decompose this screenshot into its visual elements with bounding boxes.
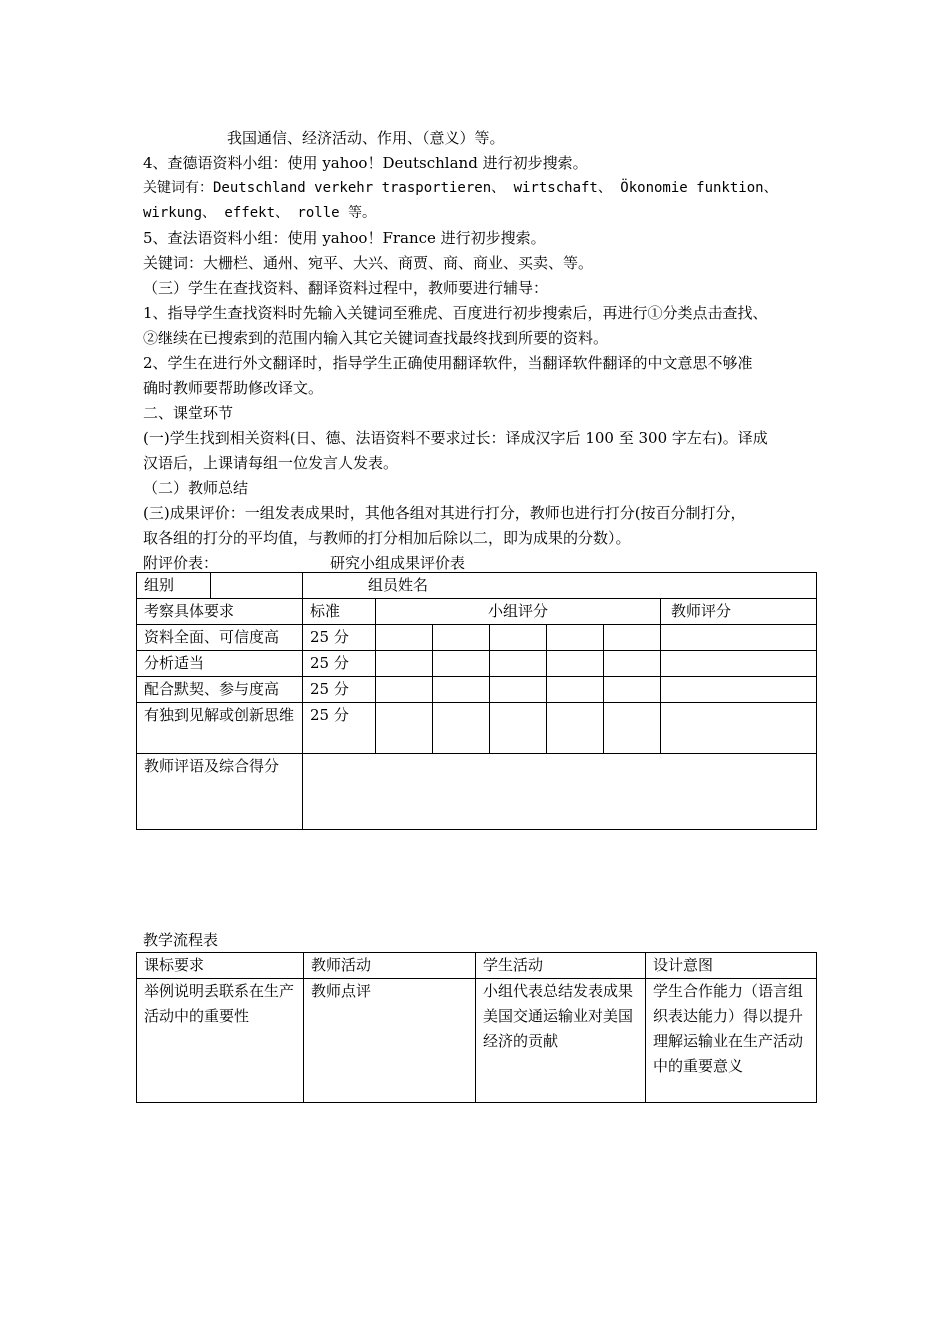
score-cell xyxy=(376,677,433,703)
score-cell xyxy=(490,651,547,677)
score-cell xyxy=(661,625,817,651)
score-cell xyxy=(490,703,547,754)
score-cell xyxy=(604,651,661,677)
flow-table-title: 教学流程表 xyxy=(143,931,219,949)
table-header-cell: 小组评分 xyxy=(376,599,661,625)
group-value-cell xyxy=(211,573,303,599)
score-cell xyxy=(661,651,817,677)
paragraph: 关键词：大栅栏、通州、宛平、大兴、商贾、商、商业、买卖、等。 xyxy=(143,254,594,272)
score-cell xyxy=(661,677,817,703)
table-header-cell: 学生活动 xyxy=(476,953,646,979)
cell-line: 理解运输业在生产活动中的重要意义 xyxy=(653,1032,804,1075)
table-header-cell: 考察具体要求 xyxy=(137,599,303,625)
score-cell xyxy=(376,651,433,677)
table-cell xyxy=(646,979,817,1103)
paragraph: （三）学生在查找资料、翻译资料过程中，教师要进行辅导： xyxy=(143,279,549,297)
paragraph: 我国通信、经济活动、作用、（意义）等。 xyxy=(227,129,505,147)
score-cell xyxy=(604,625,661,651)
table-row xyxy=(137,703,817,754)
paragraph: 汉语后，上课请每组一位发言人发表。 xyxy=(143,454,399,472)
score-cell xyxy=(376,703,433,754)
score-cell xyxy=(547,703,604,754)
score-cell xyxy=(490,677,547,703)
paragraph: 2、学生在进行外文翻译时，指导学生正确使用翻译软件，当翻译软件翻译的中文意思不够准 xyxy=(143,354,753,372)
paragraph: (三)成果评价：一组发表成果时，其他各组对其进行打分，教师也进行打分(按百分制打分， xyxy=(143,504,746,522)
table-cell: 资料全面、可信度高 xyxy=(137,625,303,651)
score-cell xyxy=(547,677,604,703)
score-cell xyxy=(433,703,490,754)
members-label-cell xyxy=(303,573,817,599)
table-cell: 配合默契、参与度高 xyxy=(137,677,303,703)
paragraph: 取各组的打分的平均值，与教师的打分相加后除以二，即为成果的分数）。 xyxy=(143,529,631,547)
teaching-flow-table xyxy=(136,952,817,1103)
table-header-cell: 课标要求 xyxy=(137,953,304,979)
paragraph: 1、指导学生查找资料时先输入关键词至雅虎、百度进行初步搜索后，再进行①分类点击查找、 xyxy=(143,304,768,322)
score-cell xyxy=(490,625,547,651)
score-cell xyxy=(433,677,490,703)
table-header-cell: 设计意图 xyxy=(646,953,817,979)
paragraph: 确时教师要帮助修改译文。 xyxy=(143,379,324,397)
score-cell xyxy=(376,625,433,651)
table-cell: 分析适当 xyxy=(137,651,303,677)
cell-line: 学生合作能力（语言组织表达能力）得以提升 xyxy=(653,982,804,1025)
members-label: 组员姓名 xyxy=(368,576,429,594)
table-row xyxy=(137,677,817,703)
table-row xyxy=(137,625,817,651)
paragraph: wirkung、 effekt、 rolle 等。 xyxy=(143,205,377,221)
section-heading: 二、课堂环节 xyxy=(143,404,234,422)
score-cell xyxy=(433,625,490,651)
paragraph: （二）教师总结 xyxy=(143,479,249,497)
table-cell: 教师点评 xyxy=(304,979,476,1103)
table-header-cell: 教师活动 xyxy=(304,953,476,979)
score-cell xyxy=(433,651,490,677)
table-row xyxy=(137,754,817,830)
table-cell: 25 分 xyxy=(303,651,376,677)
comment-value-cell xyxy=(303,754,817,830)
table-cell: 25 分 xyxy=(303,677,376,703)
table-cell: 25 分 xyxy=(303,625,376,651)
score-cell xyxy=(547,651,604,677)
table-cell: 举例说明丢联系在生产活动中的重要性 xyxy=(137,979,304,1103)
score-cell xyxy=(547,625,604,651)
table-header-cell: 标准 xyxy=(303,599,376,625)
table-row xyxy=(137,979,817,1103)
table-title: 研究小组成果评价表 xyxy=(330,554,466,572)
cell-line: 小组代表总结发表成果 xyxy=(483,982,634,1000)
cell-line: 美国交通运输业对美国经济的贡献 xyxy=(483,1007,634,1050)
evaluation-table xyxy=(136,572,817,830)
paragraph: 关键词有：Deutschland verkehr trasportieren、 wirtschaft、 Ökonomie funktion、 xyxy=(143,180,778,196)
comment-label-cell: 教师评语及综合得分 xyxy=(137,754,303,830)
score-cell xyxy=(604,703,661,754)
paragraph: 4、查德语资料小组：使用 yahoo！Deutschland 进行初步搜索。 xyxy=(143,154,588,172)
table-cell: 25 分 xyxy=(303,703,376,754)
table-cell xyxy=(476,979,646,1103)
group-label-cell: 组别 xyxy=(137,573,211,599)
attachment-label: 附评价表： xyxy=(143,554,219,572)
table-header-cell: 教师评分 xyxy=(661,599,817,625)
table-cell: 有独到见解或创新思维 xyxy=(137,703,303,754)
table-row xyxy=(137,651,817,677)
paragraph: ②继续在已搜索到的范围内输入其它关键词查找最终找到所要的资料。 xyxy=(143,329,609,347)
paragraph: (一)学生找到相关资料(日、德、法语资料不要求过长：译成汉字后 100 至 300 字左右)。译成 xyxy=(143,429,768,447)
paragraph: 5、查法语资料小组：使用 yahoo！France 进行初步搜索。 xyxy=(143,229,546,247)
score-cell xyxy=(661,703,817,754)
score-cell xyxy=(604,677,661,703)
